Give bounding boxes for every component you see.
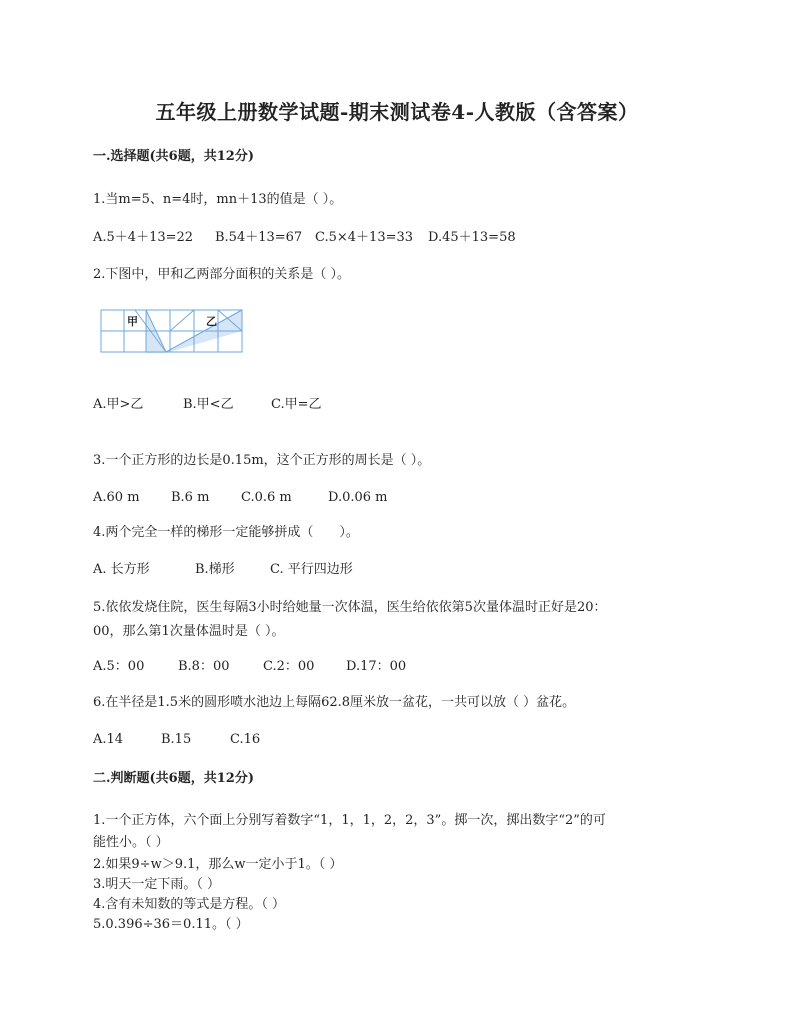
label-jia: 甲 — [127, 315, 138, 328]
question-1-option-a[interactable]: A.5＋4＋13=22 — [93, 230, 194, 245]
question-2-option-a[interactable]: A.甲>乙 — [93, 397, 144, 412]
question-5-option-b[interactable]: B.8：00 — [178, 659, 230, 674]
page-title: 五年级上册数学试题-期末测试卷4-人教版（含答案） — [155, 100, 639, 124]
judge-item-4: 4.含有未知数的等式是方程。（ ） — [93, 897, 286, 912]
question-1-options — [93, 229, 516, 247]
question-6-stem: 6.在半径是1.5米的圆形喷水池边上每隔62.8厘米放一盆花，一共可以放（ ）盆花。 — [93, 695, 576, 710]
question-2-options — [93, 396, 322, 414]
judge-item-1-line-1: 1.一个正方体，六个面上分别写着数字“1，1，1，2，2，3”。掷一次，掷出数字“2”的可 — [93, 813, 606, 828]
judge-item-2: 2.如果9÷w＞9.1，那么w一定小于1。（ ） — [93, 857, 343, 872]
question-4-option-b[interactable]: B.梯形 — [195, 562, 235, 577]
question-1-option-d[interactable]: D.45＋13=58 — [428, 230, 516, 245]
question-3-option-b[interactable]: B.6 m — [171, 490, 210, 505]
section1-heading: 一.选择题(共6题，共12分) — [93, 149, 254, 164]
question-5-stem-line-2: 00，那么第1次量体温时是（ ）。 — [93, 624, 285, 639]
question-2-option-c[interactable]: C.甲=乙 — [271, 397, 322, 412]
question-5-stem-line-1: 5.依依发烧住院，医生每隔3小时给她量一次体温，医生给依依第5次量体温时正好是20： — [93, 600, 607, 615]
question-3-option-a[interactable]: A.60 m — [93, 490, 140, 505]
question-5-option-d[interactable]: D.17：00 — [346, 659, 407, 674]
question-6-option-b[interactable]: B.15 — [161, 732, 192, 747]
judge-item-1-line-2: 能性小。（ ） — [93, 835, 169, 850]
question-2-option-b[interactable]: B.甲<乙 — [183, 397, 234, 412]
question-2-grid-figure — [100, 309, 246, 353]
question-1-stem: 1.当m=5、n=4时，mn＋13的值是（ ）。 — [93, 192, 343, 207]
question-5-option-a[interactable]: A.5：00 — [93, 659, 145, 674]
question-3-option-c[interactable]: C.0.6 m — [241, 490, 292, 505]
question-4-option-a[interactable]: A. 长方形 — [93, 562, 150, 577]
question-4-option-c[interactable]: C. 平行四边形 — [270, 562, 353, 577]
judge-item-3: 3.明天一定下雨。（ ） — [93, 877, 221, 892]
question-3-option-d[interactable]: D.0.06 m — [328, 490, 388, 505]
question-2-stem: 2.下图中，甲和乙两部分面积的关系是（ ）。 — [93, 267, 351, 282]
question-6-options — [93, 731, 260, 749]
label-yi: 乙 — [206, 315, 217, 328]
section2-heading: 二.判断题(共6题，共12分) — [93, 771, 254, 786]
question-3-stem: 3.一个正方形的边长是0.15m，这个正方形的周长是（ ）。 — [93, 453, 431, 468]
question-1-option-c[interactable]: C.5×4＋13=33 — [315, 230, 414, 245]
question-4-stem: 4.两个完全一样的梯形一定能够拼成（ ）。 — [93, 525, 359, 540]
judge-item-5: 5.0.396÷36＝0.11。（ ） — [93, 917, 249, 932]
question-1-option-b[interactable]: B.54＋13=67 — [215, 230, 303, 245]
question-5-option-c[interactable]: C.2：00 — [263, 659, 315, 674]
question-3-options — [93, 489, 388, 507]
question-4-options — [93, 561, 353, 579]
question-6-option-c[interactable]: C.16 — [230, 732, 261, 747]
question-5-options — [93, 658, 406, 676]
question-6-option-a[interactable]: A.14 — [93, 732, 124, 747]
